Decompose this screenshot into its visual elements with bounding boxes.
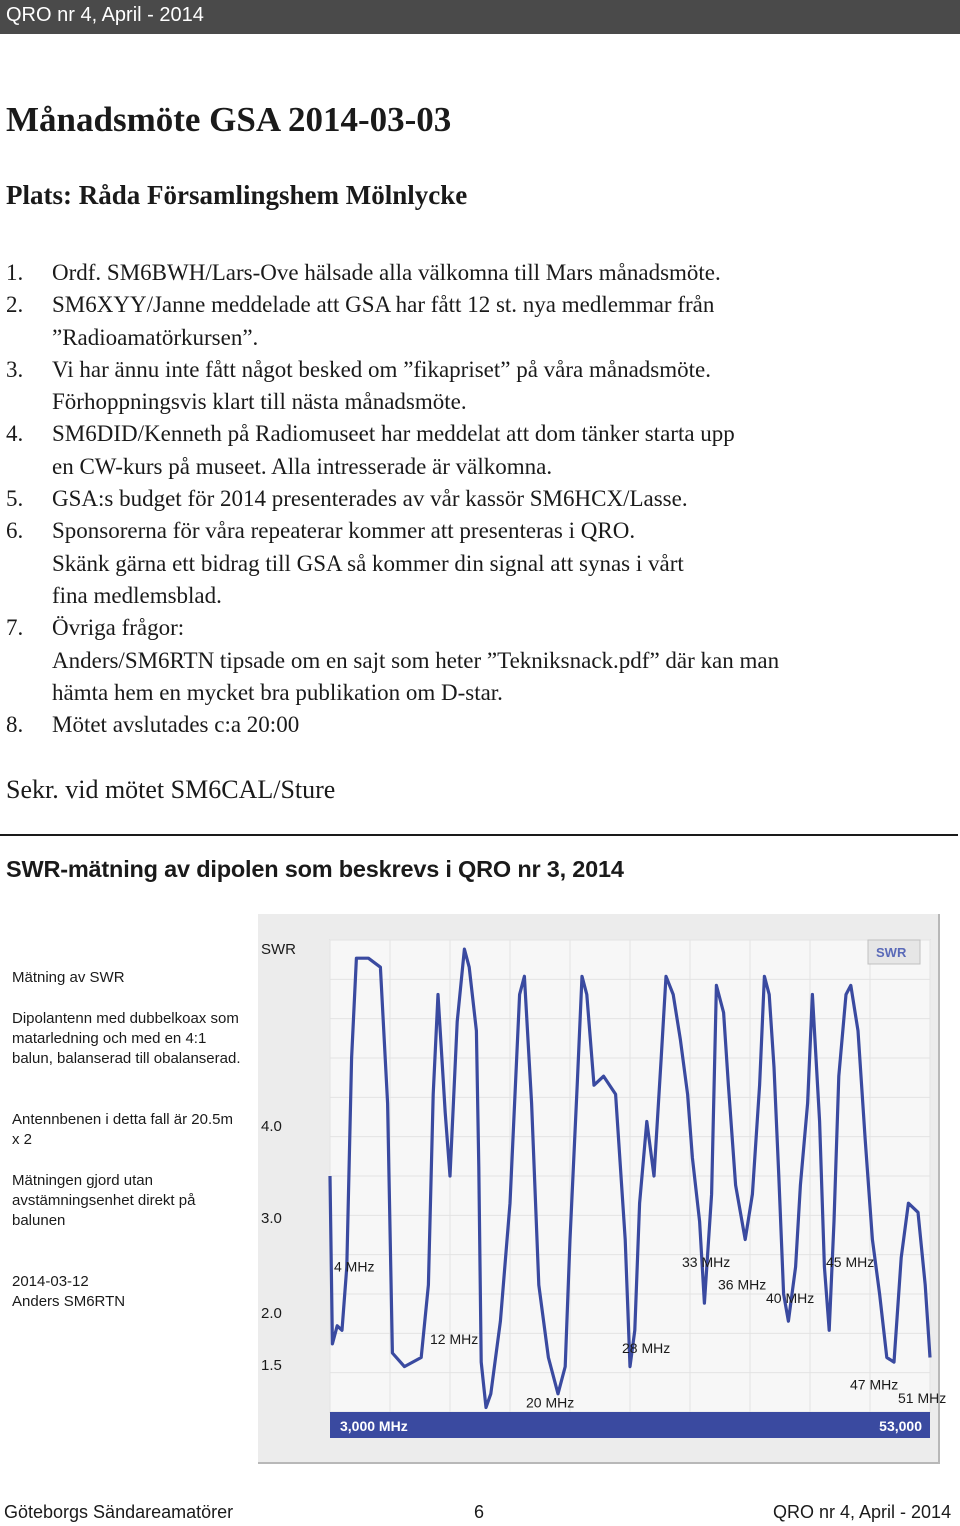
agenda-line: Ordf. SM6BWH/Lars-Ove hälsade alla välkomna till Mars månadsmöte. (52, 260, 721, 285)
agenda-list (6, 257, 946, 741)
agenda-line: ”Radioamatörkursen”. (52, 324, 259, 350)
section-divider (0, 834, 958, 836)
secretary-line: Sekr. vid mötet SM6CAL/Sture (6, 775, 336, 804)
agenda-number: 7. (6, 615, 24, 641)
agenda-line: Övriga frågor: (52, 615, 185, 641)
header-issue: QRO nr 4, April - 2014 (6, 4, 204, 26)
note-antenna: Dipolantenn med dubbelkoax som matarledning och med en 4:1 balun, balanserad till obalanserad. (12, 1010, 241, 1067)
frequency-annotation: 36 MHz (718, 1276, 767, 1293)
agenda-line: en CW-kurs på museet. Alla intresserade är välkomna. (52, 453, 553, 479)
agenda-line: Sponsorerna för våra repeaterar kommer att presenteras i QRO. (52, 518, 636, 544)
x-tick-label: 53,000 (879, 1418, 922, 1434)
note-method: Mätningen gjord utan avstämningsenhet direkt på balunen (12, 1172, 196, 1229)
header-bar (0, 0, 960, 34)
agenda-item (6, 483, 946, 515)
agenda-item (6, 257, 946, 289)
frequency-annotation: 28 MHz (622, 1340, 671, 1356)
frequency-annotation: 40 MHz (766, 1290, 815, 1307)
footer-issue: QRO nr 4, April - 2014 (773, 1502, 952, 1522)
agenda-line: Mötet avslutades c:a 20:00 (52, 712, 300, 738)
agenda-number: 3. (6, 356, 24, 382)
agenda-item (6, 354, 946, 419)
agenda-number: 2. (6, 292, 24, 318)
frequency-annotation: 20 MHz (526, 1394, 575, 1411)
agenda-item (6, 289, 946, 354)
frequency-annotation: 51 MHz (898, 1389, 947, 1406)
agenda-line: Förhoppningsvis klart till nästa månadsmöte. (52, 389, 467, 415)
legend-label: SWR (876, 945, 907, 960)
swr-heading: SWR-mätning av dipolen som beskrevs i QRO nr 3, 2014 (6, 856, 624, 882)
y-tick-label: 2.0 (261, 1305, 282, 1322)
agenda-line: GSA:s budget för 2014 presenterades av vår kassör SM6HCX/Lasse. (52, 486, 688, 512)
meeting-place: Plats: Råda Församlingshem Mölnlycke (6, 180, 468, 210)
frequency-annotation: 47 MHz (850, 1376, 899, 1393)
y-tick-label: 3.0 (261, 1210, 282, 1227)
agenda-number: 6. (6, 518, 24, 544)
agenda-line: Anders/SM6RTN tipsade om en sajt som heter ”Tekniksnack.pdf” där kan man (52, 647, 780, 673)
agenda-line: Vi har ännu inte fått något besked om ”fikapriset” på våra månadsmöte. (52, 356, 711, 382)
frequency-annotation: 12 MHz (430, 1330, 479, 1347)
footer-page-number: 6 (474, 1502, 485, 1522)
agenda-number: 1. (6, 260, 24, 285)
agenda-number: 8. (6, 712, 24, 738)
page-title: Månadsmöte GSA 2014-03-03 (6, 100, 452, 139)
note-date (12, 1272, 242, 1312)
agenda-item (6, 709, 946, 741)
footer-org: Göteborgs Sändareamatörer (4, 1502, 234, 1522)
y-tick-label: 1.5 (261, 1357, 282, 1374)
agenda-item (6, 612, 946, 709)
swr-chart (258, 914, 947, 1464)
y-tick-label: 4.0 (261, 1118, 282, 1135)
agenda-item (6, 418, 946, 483)
note-author: Anders SM6RTN (12, 1293, 126, 1310)
agenda-item (6, 515, 946, 612)
agenda-line: Skänk gärna ett bidrag till GSA så kommer din signal att synas i vårt (52, 550, 684, 576)
agenda-line: fina medlemsblad. (52, 582, 222, 608)
frequency-annotation: 33 MHz (682, 1253, 731, 1270)
note-date-text: 2014-03-12 (12, 1273, 89, 1290)
chart-title: SWR (261, 941, 296, 958)
agenda-line: SM6XYY/Janne meddelade att GSA har fått 12 st. nya medlemmar från (52, 292, 715, 318)
note-measurement: Mätning av SWR (12, 969, 125, 986)
agenda-line: hämta hem en mycket bra publikation om D-star. (52, 679, 503, 705)
frequency-annotation: 4 MHz (334, 1258, 375, 1275)
agenda-number: 5. (6, 486, 24, 512)
x-tick-label: 3,000 MHz (340, 1418, 408, 1434)
note-legs: Antennbenen i detta fall är 20.5m x 2 (12, 1111, 233, 1148)
agenda-line: SM6DID/Kenneth på Radiomuseet har meddelat att dom tänker starta upp (52, 421, 735, 447)
agenda-number: 4. (6, 421, 24, 447)
frequency-annotation: 45 MHz (826, 1253, 875, 1270)
x-axis-strip (330, 1412, 930, 1438)
